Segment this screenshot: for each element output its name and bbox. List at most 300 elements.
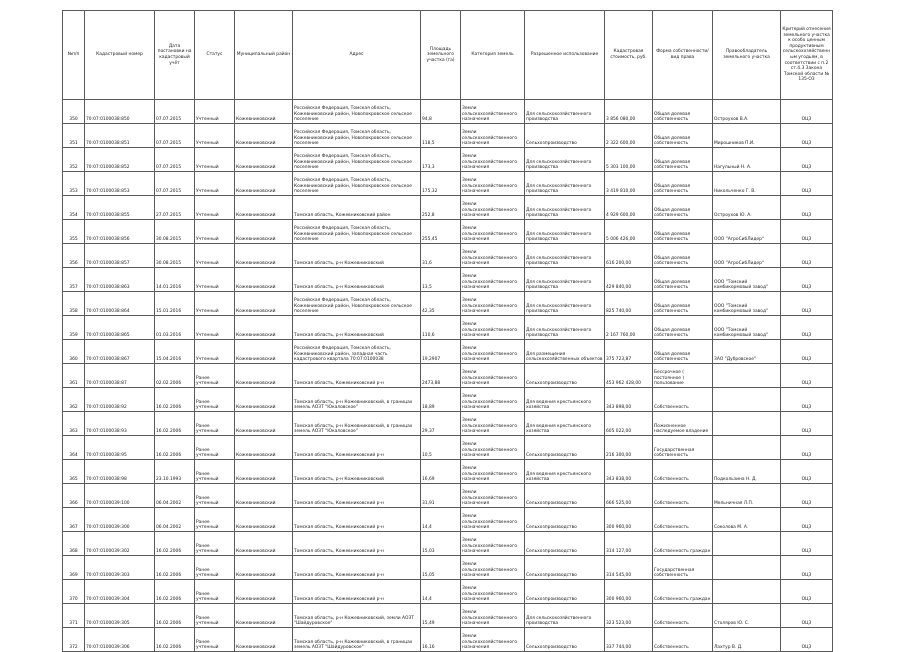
- cell-number: 365: [63, 460, 85, 484]
- cell-permitted-use: Сельхозпроизводство: [525, 484, 605, 508]
- cell-ownership-form: Бессрочное ( постоянное ) пользование: [653, 364, 713, 388]
- cell-district: Кожевниковский: [235, 220, 293, 244]
- cell-status: Ранее учтенный: [195, 460, 235, 484]
- cell-district: Кожевниковский: [235, 484, 293, 508]
- cell-ownership-form: Собственность: [653, 604, 713, 628]
- cell-right-holder: Остроухов В.А.: [713, 100, 781, 124]
- cell-right-holder: Никольченко Г. В.: [713, 172, 781, 196]
- cell-number: 358: [63, 292, 85, 316]
- cell-status: Учтенный: [195, 268, 235, 292]
- table-row: [63, 196, 833, 220]
- cell-criterion: ОЦЗ: [781, 172, 833, 196]
- cell-address: Томская область, р-н Кожевниковский, в границах земель АОЗТ "Юкаловское": [293, 388, 421, 412]
- table-row: [63, 388, 833, 412]
- cell-number: 351: [63, 124, 85, 148]
- cell-district: Кожевниковский: [235, 196, 293, 220]
- cell-ownership-form: Общая долевая собственность: [653, 148, 713, 172]
- cell-number: 369: [63, 556, 85, 580]
- land-registry-sheet: [62, 10, 833, 652]
- header-col-district: Муниципальный район: [235, 11, 293, 100]
- cell-status: Ранее учтенный: [195, 508, 235, 532]
- table-row: [63, 484, 833, 508]
- cell-cadastral-value: 300 960,00: [605, 508, 653, 532]
- cell-status: Ранее учтенный: [195, 388, 235, 412]
- header-col-cadastral-number: Кадастровый номер: [85, 11, 155, 100]
- cell-registration-date: 16.02.2006: [155, 388, 195, 412]
- cell-status: Ранее учтенный: [195, 364, 235, 388]
- cell-cadastral-number: 70:07:0100038:852: [85, 148, 155, 172]
- cell-land-category: Земли сельскохозяйственного назначения: [461, 604, 525, 628]
- cell-criterion: ОЦЗ: [781, 532, 833, 556]
- cell-criterion: ОЦЗ: [781, 244, 833, 268]
- cell-cadastral-value: 605 022,00: [605, 412, 653, 436]
- cell-ownership-form: Общая долевая собственность: [653, 172, 713, 196]
- cell-right-holder: ООО "АгроСибЛидер": [713, 244, 781, 268]
- cell-area: 42,35: [421, 292, 461, 316]
- cell-permitted-use: Для размещения сельскохозяйственных объектов: [525, 340, 605, 364]
- cell-permitted-use: Сельхозпроизводство: [525, 532, 605, 556]
- cell-right-holder: ЗАО "Дубровское": [713, 340, 781, 364]
- cell-district: Кожевниковский: [235, 268, 293, 292]
- cell-cadastral-value: 216 300,00: [605, 436, 653, 460]
- cell-number: 364: [63, 436, 85, 460]
- cell-land-category: Земли сельскохозяйственного назначения: [461, 436, 525, 460]
- cell-area: 29,37: [421, 412, 461, 436]
- cell-criterion: ОЦЗ: [781, 100, 833, 124]
- cell-right-holder: ООО "АгроСибЛидер": [713, 220, 781, 244]
- cell-permitted-use: Для сельскохозяйственного производства: [525, 316, 605, 340]
- cell-status: Учтенный: [195, 124, 235, 148]
- cell-permitted-use: Для сельскохозяйственного производства: [525, 148, 605, 172]
- cell-number: 350: [63, 100, 85, 124]
- cell-ownership-form: Общая долевая собственность: [653, 292, 713, 316]
- cell-address: Томская область, Кожевниковский р-н: [293, 532, 421, 556]
- cell-permitted-use: Сельхозпроизводство: [525, 436, 605, 460]
- cell-district: Кожевниковский: [235, 124, 293, 148]
- cell-right-holder: ООО "Томский комбикормовый завод": [713, 292, 781, 316]
- cell-cadastral-value: 4 929 600,00: [605, 196, 653, 220]
- cell-cadastral-number: 70:07:0100038:95: [85, 436, 155, 460]
- cell-ownership-form: Пожизненное наследуемое владение: [653, 412, 713, 436]
- cell-status: Учтенный: [195, 100, 235, 124]
- cell-registration-date: 15.01.2016: [155, 292, 195, 316]
- cell-land-category: Земли сельскохозяйственного назначения: [461, 196, 525, 220]
- cell-address: Российская Федерация, Томская область, Кожевниковский район, Новопокровское сельское поселение: [293, 220, 421, 244]
- cell-permitted-use: Для сельскохозяйственного производства: [525, 172, 605, 196]
- cell-ownership-form: Общая долевая собственность: [653, 244, 713, 268]
- cell-ownership-form: Общая долевая собственность: [653, 340, 713, 364]
- cell-district: Кожевниковский: [235, 532, 293, 556]
- cell-right-holder: [713, 388, 781, 412]
- header-col-criterion: Критерий отнесения земельного участка к особо ценным продуктивным сельскохозяйственным угодьям, в соответствии с п.2 ст.4.3 Закона Томской области № 135-ОЗ: [781, 11, 833, 100]
- cell-number: 372: [63, 628, 85, 652]
- table-row: [63, 340, 833, 364]
- cell-status: Учтенный: [195, 292, 235, 316]
- cell-right-holder: Лахтур В. Д.: [713, 628, 781, 652]
- cell-address: Российская Федерация, Томская область, Кожевниковский район, западная часть кадастрового квартала 70:07:0100038: [293, 340, 421, 364]
- cell-right-holder: Мирошников П.И.: [713, 124, 781, 148]
- cell-district: Кожевниковский: [235, 292, 293, 316]
- cell-address: Томская область, р-н Кожевниковский, земли АОЗТ "Шайдуровское": [293, 604, 421, 628]
- cell-criterion: ОЦЗ: [781, 196, 833, 220]
- cell-area: 15,03: [421, 532, 461, 556]
- cell-land-category: Земли сельскохозяйственного назначения: [461, 148, 525, 172]
- header-col-land-category: Категория земель: [461, 11, 525, 100]
- cell-criterion: ОЦЗ: [781, 364, 833, 388]
- cell-cadastral-number: 70:07:0100038:855: [85, 196, 155, 220]
- cell-area: 2473,88: [421, 364, 461, 388]
- cell-number: 366: [63, 484, 85, 508]
- cell-area: 252,8: [421, 196, 461, 220]
- cell-cadastral-value: 323 523,00: [605, 604, 653, 628]
- cell-cadastral-number: 70:07:0100038:857: [85, 244, 155, 268]
- cell-cadastral-number: 70:07:0100038:93: [85, 412, 155, 436]
- cell-right-holder: ООО "Томский комбикормовый завод": [713, 316, 781, 340]
- table-row: [63, 124, 833, 148]
- header-row: [63, 11, 833, 100]
- cell-cadastral-number: 70:07:0100038:867: [85, 340, 155, 364]
- cell-cadastral-value: 5 303 100,00: [605, 148, 653, 172]
- cell-area: 94,8: [421, 100, 461, 124]
- cell-status: Ранее учтенный: [195, 484, 235, 508]
- cell-district: Кожевниковский: [235, 100, 293, 124]
- cell-cadastral-value: 825 740,00: [605, 292, 653, 316]
- cell-ownership-form: Собственность: [653, 388, 713, 412]
- cell-right-holder: [713, 364, 781, 388]
- cell-status: Учтенный: [195, 340, 235, 364]
- cell-registration-date: 01.03.2016: [155, 316, 195, 340]
- cell-registration-date: 16.02.2006: [155, 532, 195, 556]
- cell-address: Томская область, р-н Кожевниковский, в границах земель АОЗТ "Шайдуровское": [293, 628, 421, 652]
- cell-right-holder: [713, 436, 781, 460]
- land-registry-table: [62, 10, 833, 652]
- cell-address: Томская область, Кожевниковский р-н: [293, 556, 421, 580]
- cell-cadastral-number: 70:07:0100038:87: [85, 364, 155, 388]
- cell-right-holder: [713, 556, 781, 580]
- cell-status: Учтенный: [195, 316, 235, 340]
- cell-land-category: Земли сельскохозяйственного назначения: [461, 268, 525, 292]
- cell-registration-date: 30.08.2015: [155, 244, 195, 268]
- cell-criterion: ОЦЗ: [781, 340, 833, 364]
- cell-cadastral-number: 70:07:0100039:306: [85, 628, 155, 652]
- cell-ownership-form: Общая долевая собственность: [653, 220, 713, 244]
- cell-status: Ранее учтенный: [195, 532, 235, 556]
- cell-address: Российская Федерация, Томская область, Кожевниковский район, Новопокровское сельское поселение: [293, 100, 421, 124]
- cell-land-category: Земли сельскохозяйственного назначения: [461, 556, 525, 580]
- table-row: [63, 508, 833, 532]
- cell-area: 16,16: [421, 628, 461, 652]
- cell-permitted-use: Сельхозпроизводство: [525, 628, 605, 652]
- cell-address: Томская область, Кожевниковский р-н: [293, 508, 421, 532]
- cell-criterion: ОЦЗ: [781, 460, 833, 484]
- cell-number: 363: [63, 412, 85, 436]
- cell-criterion: ОЦЗ: [781, 220, 833, 244]
- cell-ownership-form: Собственность граждан: [653, 532, 713, 556]
- cell-cadastral-number: 70:07:0100039:300: [85, 508, 155, 532]
- header-col-right-holder: Правообладатель земельного участка: [713, 11, 781, 100]
- cell-district: Кожевниковский: [235, 412, 293, 436]
- cell-right-holder: Нагульный Н. А.: [713, 148, 781, 172]
- cell-cadastral-number: 70:07:0100039:302: [85, 532, 155, 556]
- cell-status: Ранее учтенный: [195, 412, 235, 436]
- cell-registration-date: 02.02.2006: [155, 364, 195, 388]
- cell-criterion: ОЦЗ: [781, 604, 833, 628]
- cell-land-category: Земли сельскохозяйственного назначения: [461, 172, 525, 196]
- cell-permitted-use: Сельхозпроизводство: [525, 364, 605, 388]
- cell-criterion: ОЦЗ: [781, 292, 833, 316]
- cell-district: Кожевниковский: [235, 388, 293, 412]
- cell-number: 356: [63, 244, 85, 268]
- table-row: [63, 556, 833, 580]
- cell-permitted-use: Сельхозпроизводство: [525, 124, 605, 148]
- cell-right-holder: Соколова М. А.: [713, 508, 781, 532]
- cell-district: Кожевниковский: [235, 628, 293, 652]
- header-col-permitted-use: Разрешенное использование: [525, 11, 605, 100]
- cell-cadastral-number: 70:07:0100038:98: [85, 460, 155, 484]
- cell-cadastral-value: 314 545,00: [605, 556, 653, 580]
- cell-area: 13,5: [421, 268, 461, 292]
- cell-ownership-form: Общая долевая собственность: [653, 196, 713, 220]
- cell-area: 31,6: [421, 244, 461, 268]
- cell-address: Российская Федерация, Томская область, Кожевниковский район, Новопокровское сельское поселение: [293, 172, 421, 196]
- header-col-cadastral-value: Кадастровая стоимость, руб.: [605, 11, 653, 100]
- cell-criterion: ОЦЗ: [781, 628, 833, 652]
- cell-permitted-use: Сельхозпроизводство: [525, 580, 605, 604]
- cell-area: 255,45: [421, 220, 461, 244]
- cell-ownership-form: Собственность: [653, 628, 713, 652]
- cell-land-category: Земли сельскохозяйственного назначения: [461, 316, 525, 340]
- cell-address: Российская Федерация, Томская область, Кожевниковский район, Новопокровское сельское поселение: [293, 148, 421, 172]
- cell-criterion: ОЦЗ: [781, 316, 833, 340]
- cell-ownership-form: Общая долевая собственность: [653, 316, 713, 340]
- cell-ownership-form: Собственность: [653, 508, 713, 532]
- cell-area: 15,05: [421, 556, 461, 580]
- cell-ownership-form: Общая долевая собственность: [653, 268, 713, 292]
- cell-district: Кожевниковский: [235, 460, 293, 484]
- cell-permitted-use: Для сельскохозяйственного производства: [525, 292, 605, 316]
- cell-address: Томская область, Кожевниковский р-н: [293, 580, 421, 604]
- cell-status: Ранее учтенный: [195, 628, 235, 652]
- cell-status: Ранее учтенный: [195, 436, 235, 460]
- cell-area: 19,2907: [421, 340, 461, 364]
- cell-right-holder: [713, 412, 781, 436]
- cell-permitted-use: Сельхозпроизводство: [525, 508, 605, 532]
- cell-registration-date: 16.02.2006: [155, 580, 195, 604]
- cell-address: Томская область, р-н Кожевниковский, в границах земель АОЗТ "Юкаловское": [293, 412, 421, 436]
- cell-area: 18,89: [421, 388, 461, 412]
- table-row: [63, 460, 833, 484]
- table-row: [63, 604, 833, 628]
- header-col-area: Площадь земельного участка (га): [421, 11, 461, 100]
- cell-land-category: Земли сельскохозяйственного назначения: [461, 220, 525, 244]
- cell-cadastral-value: 375 723,87: [605, 340, 653, 364]
- cell-registration-date: 06.04.2002: [155, 508, 195, 532]
- cell-cadastral-number: 70:07:0100038:863: [85, 268, 155, 292]
- cell-cadastral-number: 70:07:0100038:850: [85, 100, 155, 124]
- cell-address: Томская область, р-н Кожевниковский: [293, 316, 421, 340]
- table-row: [63, 412, 833, 436]
- cell-status: Ранее учтенный: [195, 604, 235, 628]
- cell-criterion: ОЦЗ: [781, 556, 833, 580]
- cell-cadastral-number: 70:07:0100038:851: [85, 124, 155, 148]
- cell-right-holder: [713, 532, 781, 556]
- cell-area: 10,5: [421, 436, 461, 460]
- cell-criterion: ОЦЗ: [781, 580, 833, 604]
- cell-cadastral-value: 314 127,00: [605, 532, 653, 556]
- cell-right-holder: ООО "Томский комбикормовый завод": [713, 268, 781, 292]
- cell-number: 355: [63, 220, 85, 244]
- table-row: [63, 316, 833, 340]
- cell-land-category: Земли сельскохозяйственного назначения: [461, 484, 525, 508]
- cell-number: 353: [63, 172, 85, 196]
- cell-registration-date: 16.02.2006: [155, 604, 195, 628]
- cell-cadastral-value: 343 898,00: [605, 388, 653, 412]
- cell-district: Кожевниковский: [235, 364, 293, 388]
- cell-cadastral-value: 429 840,00: [605, 268, 653, 292]
- cell-district: Кожевниковский: [235, 604, 293, 628]
- cell-criterion: ОЦЗ: [781, 508, 833, 532]
- cell-registration-date: 07.07.2015: [155, 124, 195, 148]
- cell-land-category: Земли сельскохозяйственного назначения: [461, 388, 525, 412]
- cell-cadastral-value: 616 200,00: [605, 244, 653, 268]
- cell-land-category: Земли сельскохозяйственного назначения: [461, 364, 525, 388]
- cell-permitted-use: Для ведения крестьянского хозяйства: [525, 412, 605, 436]
- cell-number: 352: [63, 148, 85, 172]
- cell-permitted-use: Для сельскохозяйственного производства: [525, 244, 605, 268]
- cell-right-holder: Столяров Ю. С.: [713, 604, 781, 628]
- cell-land-category: Земли сельскохозяйственного назначения: [461, 508, 525, 532]
- cell-number: 368: [63, 532, 85, 556]
- cell-status: Учтенный: [195, 244, 235, 268]
- cell-number: 370: [63, 580, 85, 604]
- cell-cadastral-value: 3 419 810,00: [605, 172, 653, 196]
- cell-cadastral-value: 3 856 080,00: [605, 100, 653, 124]
- cell-district: Кожевниковский: [235, 340, 293, 364]
- cell-ownership-form: Собственность: [653, 484, 713, 508]
- cell-cadastral-number: 70:07:0100038:864: [85, 292, 155, 316]
- cell-area: 31,91: [421, 484, 461, 508]
- cell-registration-date: 06.04.2002: [155, 484, 195, 508]
- table-row: [63, 148, 833, 172]
- table-row: [63, 364, 833, 388]
- cell-area: 110,6: [421, 316, 461, 340]
- cell-number: 354: [63, 196, 85, 220]
- cell-ownership-form: Общая долевая собственность: [653, 124, 713, 148]
- cell-cadastral-value: 5 006 426,00: [605, 220, 653, 244]
- cell-criterion: ОЦЗ: [781, 484, 833, 508]
- cell-number: 367: [63, 508, 85, 532]
- cell-land-category: Земли сельскохозяйственного назначения: [461, 100, 525, 124]
- cell-district: Кожевниковский: [235, 436, 293, 460]
- cell-area: 14,4: [421, 508, 461, 532]
- cell-district: Кожевниковский: [235, 508, 293, 532]
- cell-land-category: Земли сельскохозяйственного назначения: [461, 124, 525, 148]
- cell-status: Ранее учтенный: [195, 556, 235, 580]
- cell-permitted-use: Для сельскохозяйственного производства: [525, 196, 605, 220]
- cell-address: Российская Федерация, Томская область, Кожевниковский район, Новопокровское сельское поселение: [293, 292, 421, 316]
- cell-cadastral-number: 70:07:0100039:304: [85, 580, 155, 604]
- cell-district: Кожевниковский: [235, 580, 293, 604]
- cell-registration-date: 16.02.2006: [155, 412, 195, 436]
- cell-address: Российская Федерация, Томская область, Кожевниковский район, Новопокровское сельское поселение: [293, 124, 421, 148]
- cell-land-category: Земли сельскохозяйственного назначения: [461, 244, 525, 268]
- cell-address: Томская область, Кожевниковский р-н: [293, 484, 421, 508]
- cell-area: 14,4: [421, 580, 461, 604]
- cell-permitted-use: Для сельскохозяйственного производства: [525, 220, 605, 244]
- cell-registration-date: 14.01.2016: [155, 268, 195, 292]
- cell-registration-date: 27.07.2015: [155, 196, 195, 220]
- cell-address: Томская область, Кожевниковский р-н: [293, 436, 421, 460]
- table-row: [63, 532, 833, 556]
- cell-cadastral-number: 70:07:0100039:100: [85, 484, 155, 508]
- cell-ownership-form: Собственность: [653, 460, 713, 484]
- cell-registration-date: 07.07.2015: [155, 172, 195, 196]
- cell-permitted-use: Для ведения крестьянского хозяйства: [525, 388, 605, 412]
- cell-registration-date: 16.02.2006: [155, 556, 195, 580]
- table-row: [63, 172, 833, 196]
- cell-cadastral-number: 70:07:0100038:92: [85, 388, 155, 412]
- cell-number: 361: [63, 364, 85, 388]
- cell-land-category: Земли сельскохозяйственного назначения: [461, 532, 525, 556]
- header-col-registration-date: Дата постановки на кадастровый учёт: [155, 11, 195, 100]
- cell-address: Томская область, р-н Кожевниковский: [293, 268, 421, 292]
- cell-permitted-use: Для ведения крестьянского хозяйства: [525, 460, 605, 484]
- cell-criterion: ОЦЗ: [781, 436, 833, 460]
- cell-land-category: Земли сельскохозяйственного назначения: [461, 340, 525, 364]
- cell-ownership-form: Общая долевая собственность: [653, 100, 713, 124]
- cell-land-category: Земли сельскохозяйственного назначения: [461, 292, 525, 316]
- cell-land-category: Земли сельскохозяйственного назначения: [461, 412, 525, 436]
- table-row: [63, 244, 833, 268]
- cell-permitted-use: Для сельскохозяйственного производства: [525, 268, 605, 292]
- cell-status: Ранее учтенный: [195, 580, 235, 604]
- cell-area: 118,5: [421, 124, 461, 148]
- cell-status: Учтенный: [195, 172, 235, 196]
- table-row: [63, 100, 833, 124]
- cell-area: 15,49: [421, 604, 461, 628]
- table-row: [63, 436, 833, 460]
- cell-cadastral-value: 300 960,00: [605, 580, 653, 604]
- cell-cadastral-value: 343 838,00: [605, 460, 653, 484]
- cell-number: 357: [63, 268, 85, 292]
- cell-cadastral-number: 70:07:0100038:853: [85, 172, 155, 196]
- cell-cadastral-value: 2 322 600,00: [605, 124, 653, 148]
- cell-address: Томская область, Кожевниковский р-н: [293, 364, 421, 388]
- cell-ownership-form: Государственная собственность: [653, 556, 713, 580]
- cell-district: Кожевниковский: [235, 172, 293, 196]
- table-row: [63, 268, 833, 292]
- cell-registration-date: 16.02.2006: [155, 436, 195, 460]
- cell-district: Кожевниковский: [235, 556, 293, 580]
- cell-land-category: Земли сельскохозяйственного назначения: [461, 580, 525, 604]
- cell-registration-date: 16.02.2006: [155, 628, 195, 652]
- cell-district: Кожевниковский: [235, 244, 293, 268]
- cell-area: 16,69: [421, 460, 461, 484]
- cell-cadastral-number: 70:07:0100039:303: [85, 556, 155, 580]
- cell-right-holder: Остроухов Ю. А.: [713, 196, 781, 220]
- cell-area: 175,32: [421, 172, 461, 196]
- cell-number: 360: [63, 340, 85, 364]
- cell-registration-date: 07.07.2015: [155, 100, 195, 124]
- cell-district: Кожевниковский: [235, 148, 293, 172]
- cell-criterion: ОЦЗ: [781, 412, 833, 436]
- cell-criterion: ОЦЗ: [781, 268, 833, 292]
- cell-ownership-form: Государственная собственность: [653, 436, 713, 460]
- cell-address: Томская область, р-н Кожевниковский: [293, 460, 421, 484]
- cell-registration-date: 15.04.2016: [155, 340, 195, 364]
- cell-permitted-use: Сельхозпроизводство: [525, 556, 605, 580]
- cell-land-category: Земли сельскохозяйственного назначения: [461, 460, 525, 484]
